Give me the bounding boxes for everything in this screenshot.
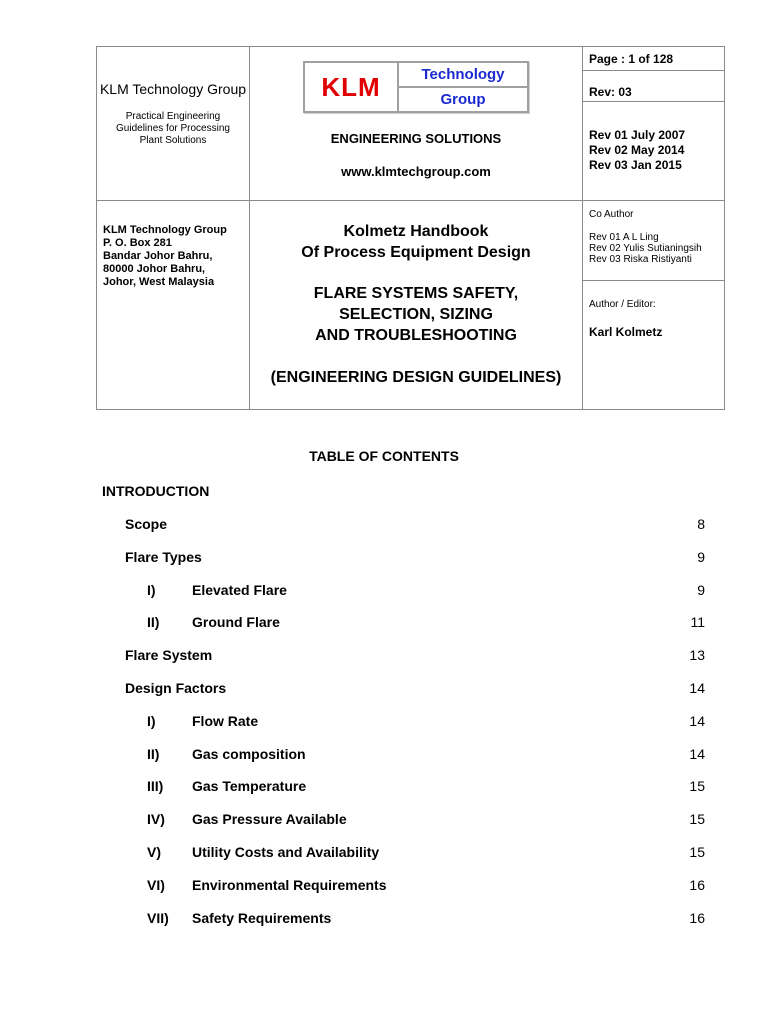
toc-entry-label: Gas Temperature [192,778,307,794]
toc-entry[interactable] [0,877,768,895]
co-author-box [583,201,724,281]
logo-cell [250,47,583,201]
document-title-line: SELECTION, SIZING [339,306,493,323]
toc-entry-page: 14 [689,713,705,729]
toc-entry[interactable] [0,647,768,665]
address-cell [97,201,250,410]
toc-entry-number: IV) [147,811,165,827]
address-line: Johor, West Malaysia [103,276,215,288]
document-header [96,46,725,410]
toc-entry-label: Flow Rate [192,713,259,729]
toc-entry-number: III) [147,778,164,794]
co-author: Rev 03 Riska Ristiyanti [589,254,692,265]
toc-entry-label: Flare Types [125,549,202,565]
toc-entry-label: Ground Flare [192,614,280,630]
page-count: Page : 1 of 128 [583,47,724,71]
toc-entry[interactable] [0,614,768,632]
toc-entry-page: 16 [689,877,705,893]
title-cell [250,201,583,410]
logo-technology-text: Technology [399,63,527,88]
co-author: Rev 01 A L Ling [589,232,659,243]
company-tagline: Practical Engineering Guidelines for Processing Plant Solutions [116,111,230,146]
guidelines-title: (ENGINEERING DESIGN GUIDELINES) [270,369,562,386]
address-line: KLM Technology Group [103,224,227,236]
engineering-solutions: ENGINEERING SOLUTIONS [330,131,502,146]
toc-entry[interactable] [0,549,768,567]
toc-section-heading: INTRODUCTION [102,483,210,499]
toc-entry-label: Safety Requirements [192,910,332,926]
toc-entry-number: VI) [147,877,165,893]
revision-cell [583,47,725,201]
company-name: KLM Technology Group [99,81,247,97]
toc-entry-number: I) [147,582,156,598]
address-line: 80000 Johor Bahru, [103,263,206,275]
co-author: Rev 02 Yulis Sutianingsih [589,243,702,254]
document-title-line: AND TROUBLESHOOTING [315,327,517,344]
document-title-line: FLARE SYSTEMS SAFETY, [313,285,519,302]
toc-entry-page: 15 [689,811,705,827]
toc-entry-label: Elevated Flare [192,582,287,598]
address-line: Bandar Johor Bahru, [103,250,213,262]
toc-entry-page: 9 [697,549,705,565]
toc-entry-page: 15 [689,844,705,860]
author-label: Author / Editor: [589,299,656,310]
revision-date: Rev 03 Jan 2015 [589,158,682,172]
toc-entry[interactable] [0,713,768,731]
toc-entry-page: 15 [689,778,705,794]
toc-entry-number: II) [147,746,160,762]
toc-entry-page: 14 [689,680,705,696]
toc-entry-label: Scope [125,516,168,532]
toc-entry-label: Design Factors [125,680,227,696]
toc-entry-page: 14 [689,746,705,762]
toc-entry[interactable] [0,844,768,862]
co-author-label: Co Author [589,209,634,220]
klm-logo [303,61,529,113]
toc-entry-number: II) [147,614,160,630]
handbook-title-line: Kolmetz Handbook [343,223,489,240]
author-name: Karl Kolmetz [589,325,663,339]
toc-entry-page: 8 [697,516,705,532]
revision-dates [583,102,724,173]
document-title [250,283,582,346]
toc-entry-page: 13 [689,647,705,663]
toc-entry-page: 9 [697,582,705,598]
co-author-list [589,232,718,265]
toc-title: TABLE OF CONTENTS [309,448,459,464]
toc-entry-label: Environmental Requirements [192,877,387,893]
toc-entry[interactable] [0,582,768,600]
toc-entry[interactable] [0,746,768,764]
logo-klm-text: KLM [305,63,399,111]
toc-entry[interactable] [0,811,768,829]
toc-entry-label: Flare System [125,647,213,663]
website: www.klmtechgroup.com [341,164,491,179]
toc-entry-label: Utility Costs and Availability [192,844,380,860]
toc-entry-number: V) [147,844,161,860]
handbook-title-line: Of Process Equipment Design [301,244,531,261]
toc-entry-page: 11 [690,614,705,630]
logo-group-text: Group [440,91,486,108]
revision-date: Rev 02 May 2014 [589,143,685,157]
address-line: P. O. Box 281 [103,237,172,249]
toc-entry[interactable] [0,910,768,928]
toc-entry-page: 16 [689,910,705,926]
handbook-title [250,221,582,263]
toc-entry-label: Gas Pressure Available [192,811,347,827]
toc-entry-label: Gas composition [192,746,306,762]
revision-date: Rev 01 July 2007 [589,128,686,142]
toc-entry-number: I) [147,713,156,729]
company-cell [97,47,250,201]
revision-number: Rev: 03 [583,71,724,102]
toc-entry-number: VII) [147,910,169,926]
toc-entry[interactable] [0,778,768,796]
toc-entry[interactable] [0,680,768,698]
toc-entry[interactable] [0,516,768,534]
author-cell [583,201,725,410]
